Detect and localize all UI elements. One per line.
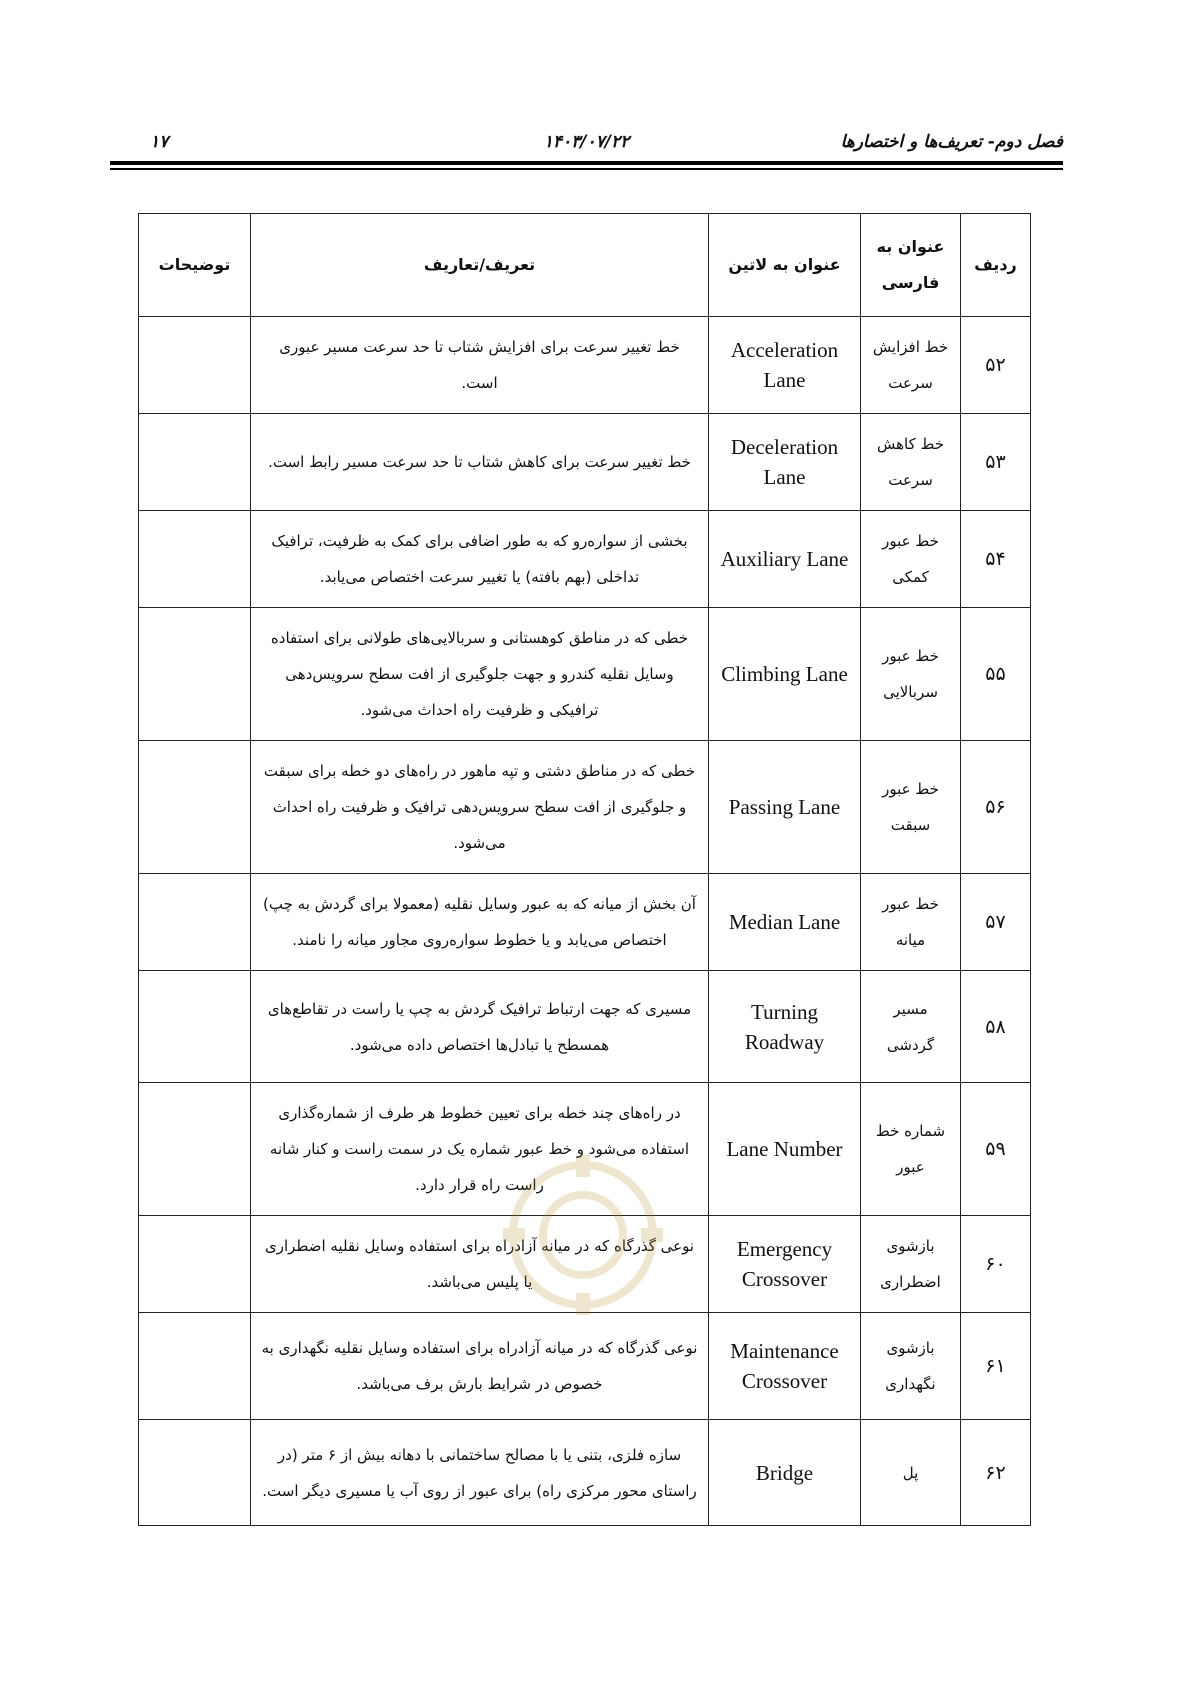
table-row (139, 741, 1031, 874)
row-number-cell: ۵۸ (961, 971, 1031, 1083)
notes-cell (139, 971, 251, 1083)
persian-title-cell: خط عبور سبقت (861, 741, 961, 874)
definitions-table (138, 213, 1031, 1526)
latin-title-cell: Lane Number (709, 1083, 861, 1216)
notes-cell (139, 1313, 251, 1420)
table-row (139, 1313, 1031, 1420)
page-number: ۱۷ (150, 132, 169, 152)
table-row (139, 1420, 1031, 1526)
table-row (139, 1216, 1031, 1313)
definition-cell: سازه فلزی، بتنی یا با مصالح ساختمانی با دهانه بیش از ۶ متر (در راستای محور مرکزی راه) برای عبور از روی آب یا مسیری دیگر است. (251, 1420, 709, 1526)
row-number-cell: ۵۲ (961, 317, 1031, 414)
definition-cell: مسیری که جهت ارتباط ترافیک گردش به چپ یا راست در تقاطع‌های همسطح یا تبادل‌ها اختصاص داده می‌شود. (251, 971, 709, 1083)
persian-title-cell: بازشوی نگهداری (861, 1313, 961, 1420)
latin-title-cell: Climbing Lane (709, 608, 861, 741)
persian-title-cell: خط کاهش سرعت (861, 414, 961, 511)
table-row (139, 874, 1031, 971)
table-row (139, 317, 1031, 414)
header-row-number: ردیف (961, 214, 1031, 317)
definition-cell: نوعی گذرگاه که در میانه آزادراه برای استفاده وسایل نقلیه نگهداری به خصوص در شرایط بارش برف می‌باشد. (251, 1313, 709, 1420)
persian-title-cell: خط عبور کمکی (861, 511, 961, 608)
row-number-cell: ۵۴ (961, 511, 1031, 608)
notes-cell (139, 1420, 251, 1526)
header-persian-title: عنوان به فارسی (861, 214, 961, 317)
notes-cell (139, 511, 251, 608)
row-number-cell: ۶۰ (961, 1216, 1031, 1313)
definition-cell: آن بخش از میانه که به عبور وسایل نقلیه (معمولا برای گردش به چپ) اختصاص می‌یابد و یا خطوط سواره‌روی مجاور میانه را نامند. (251, 874, 709, 971)
row-number-cell: ۶۲ (961, 1420, 1031, 1526)
header-definition: تعریف/تعاریف (251, 214, 709, 317)
chapter-title: فصل دوم- تعریف‌ها و اختصارها (840, 132, 1063, 152)
latin-title-cell: Median Lane (709, 874, 861, 971)
definition-cell: بخشی از سواره‌رو که به طور اضافی برای کمک به ظرفیت، ترافیک تداخلی (بهم بافته) یا تغییر سرعت اختصاص می‌یابد. (251, 511, 709, 608)
row-number-cell: ۵۹ (961, 1083, 1031, 1216)
notes-cell (139, 608, 251, 741)
table-row (139, 1083, 1031, 1216)
notes-cell (139, 741, 251, 874)
latin-title-cell: Deceleration Lane (709, 414, 861, 511)
row-number-cell: ۵۶ (961, 741, 1031, 874)
definition-cell: خطی که در مناطق کوهستانی و سربالایی‌های طولانی برای استفاده وسایل نقلیه کندرو و جهت جلوگیری از افت سطح سرویس‌دهی ترافیکی و ظرفیت راه احداث می‌شود. (251, 608, 709, 741)
latin-title-cell: Auxiliary Lane (709, 511, 861, 608)
persian-title-cell: پل (861, 1420, 961, 1526)
row-number-cell: ۵۷ (961, 874, 1031, 971)
latin-title-cell: Bridge (709, 1420, 861, 1526)
latin-title-cell: Maintenance Crossover (709, 1313, 861, 1420)
header-rule-thin (110, 168, 1063, 170)
definition-cell: نوعی گذرگاه که در میانه آزادراه برای استفاده وسایل نقلیه اضطراری یا پلیس می‌باشد. (251, 1216, 709, 1313)
row-number-cell: ۶۱ (961, 1313, 1031, 1420)
persian-title-cell: خط عبور سربالایی (861, 608, 961, 741)
page-header (110, 128, 1063, 158)
notes-cell (139, 317, 251, 414)
persian-title-cell: بازشوی اضطراری (861, 1216, 961, 1313)
table-header-row (139, 214, 1031, 317)
row-number-cell: ۵۳ (961, 414, 1031, 511)
header-notes: توضیحات (139, 214, 251, 317)
latin-title-cell: Acceleration Lane (709, 317, 861, 414)
persian-title-cell: خط عبور میانه (861, 874, 961, 971)
notes-cell (139, 874, 251, 971)
latin-title-cell: Emergency Crossover (709, 1216, 861, 1313)
table-row (139, 414, 1031, 511)
persian-title-cell: شماره خط عبور (861, 1083, 961, 1216)
table-row (139, 608, 1031, 741)
table-row (139, 971, 1031, 1083)
header-latin-title: عنوان به لاتین (709, 214, 861, 317)
persian-title-cell: خط افزایش سرعت (861, 317, 961, 414)
header-date: ۱۴۰۳/۰۷/۲۲ (543, 132, 630, 152)
notes-cell (139, 414, 251, 511)
definition-cell: خط تغییر سرعت برای کاهش شتاب تا حد سرعت مسیر رابط است. (251, 414, 709, 511)
definition-cell: در راه‌های چند خطه برای تعیین خطوط هر طرف از شماره‌گذاری استفاده می‌شود و خط عبور شماره یک در سمت راست و کنار شانه راست راه قرار دارد. (251, 1083, 709, 1216)
definition-cell: خط تغییر سرعت برای افزایش شتاب تا حد سرعت مسیر عبوری است. (251, 317, 709, 414)
persian-title-cell: مسیر گردشی (861, 971, 961, 1083)
header-rule-thick (110, 161, 1063, 165)
notes-cell (139, 1216, 251, 1313)
notes-cell (139, 1083, 251, 1216)
latin-title-cell: Passing Lane (709, 741, 861, 874)
table-row (139, 511, 1031, 608)
row-number-cell: ۵۵ (961, 608, 1031, 741)
latin-title-cell: Turning Roadway (709, 971, 861, 1083)
definition-cell: خطی که در مناطق دشتی و تپه ماهور در راه‌های دو خطه برای سبقت و جلوگیری از افت سطح سرویس‌دهی ترافیک و ظرفیت راه احداث می‌شود. (251, 741, 709, 874)
